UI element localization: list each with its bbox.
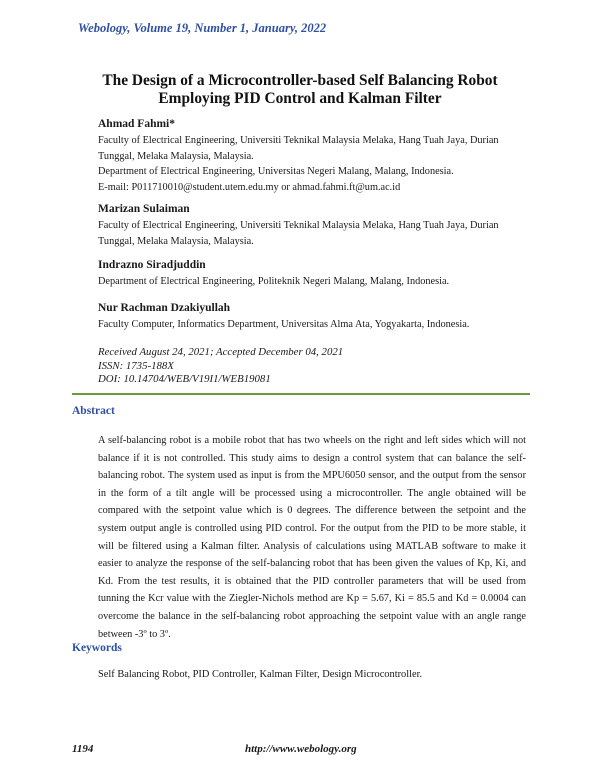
issn: ISSN: 1735-188X [98, 359, 174, 372]
journal-header: Webology, Volume 19, Number 1, January, 2022 [78, 21, 327, 35]
keywords-text: Self Balancing Robot, PID Controller, Kalman Filter, Design Microcontroller. [98, 669, 423, 680]
doi: DOI: 10.14704/WEB/V19I1/WEB19081 [98, 373, 271, 385]
author-name: Marizan Sulaiman [98, 203, 190, 215]
affiliation-line: Tunggal, Melaka Malaysia, Malaysia. [98, 235, 254, 247]
received-accepted-dates: Received August 24, 2021; Accepted December 04, 2021 [98, 346, 344, 358]
affiliation-line: Department of Electrical Engineering, Politeknik Negeri Malang, Malang, Indonesia. [98, 276, 450, 287]
affiliation-line: Faculty of Electrical Engineering, Universiti Teknikal Malaysia Melaka, Hang Tuah Jaya, Durian [98, 135, 499, 146]
affiliation-line: Department of Electrical Engineering, Universitas Negeri Malang, Malang, Indonesia. [98, 166, 454, 177]
author-affiliation [98, 218, 528, 249]
paper-title [60, 72, 540, 108]
paper-title-line-1: The Design of a Microcontroller-based Self Balancing Robot [102, 72, 498, 89]
section-divider [72, 393, 530, 395]
author-affiliation [98, 133, 528, 195]
affiliation-line: Faculty of Electrical Engineering, Universiti Teknikal Malaysia Melaka, Hang Tuah Jaya, Durian [98, 220, 499, 231]
author-name: Indrazno Siradjuddin [98, 259, 206, 271]
paper-title-line-2: Employing PID Control and Kalman Filter [158, 90, 442, 107]
author-name: Nur Rachman Dzakiyullah [98, 302, 231, 314]
affiliation-line: Faculty Computer, Informatics Department, Universitas Alma Ata, Yogyakarta, Indonesia. [98, 319, 470, 330]
abstract-heading: Abstract [72, 405, 115, 417]
author-affiliation [98, 317, 528, 333]
author-name: Ahmad Fahmi* [98, 118, 175, 130]
journal-url-link[interactable]: http://www.webology.org [245, 743, 357, 755]
affiliation-line: Tunggal, Melaka Malaysia, Malaysia. [98, 150, 254, 162]
article-meta [98, 346, 343, 387]
abstract-text: A self-balancing robot is a mobile robot that has two wheels on the right and left sides which will not balance if it is not controlled. This study aims to design a control system that can balance the self-balancing robot. The system used as input is from the MPU6050 sensor, and the output from the sensor in the form of a tilt angle will be processed using a microcontroller. The angle obtained will be compared with the setpoint value which is 0 degrees. The difference between the setpoint and the system output angle is controlled using PID control. For the output from the PID to be more stable, it will be filtered using a Kalman filter. Analysis of calculations using MATLAB software to make it easier to analyze the response of the self-balancing robot that has been given the values of Kp, Ki, and Kd. From the test results, it is obtained that the PID controller parameters that will be used from tunning the Kcr value with the Ziegler-Nichols method are Kp = 5.67, Ki = 85.5 and Kd = 0.0004 can overcome the balance in the self-balancing robot approaching the setpoint value with an angle range between -3º to 3º. [98, 435, 526, 640]
keywords-heading: Keywords [72, 642, 122, 654]
page-number: 1194 [72, 743, 94, 755]
author-email: E-mail: P011710010@student.utem.edu.my or ahmad.fahmi.ft@um.ac.id [98, 181, 401, 193]
author-affiliation [98, 274, 528, 290]
